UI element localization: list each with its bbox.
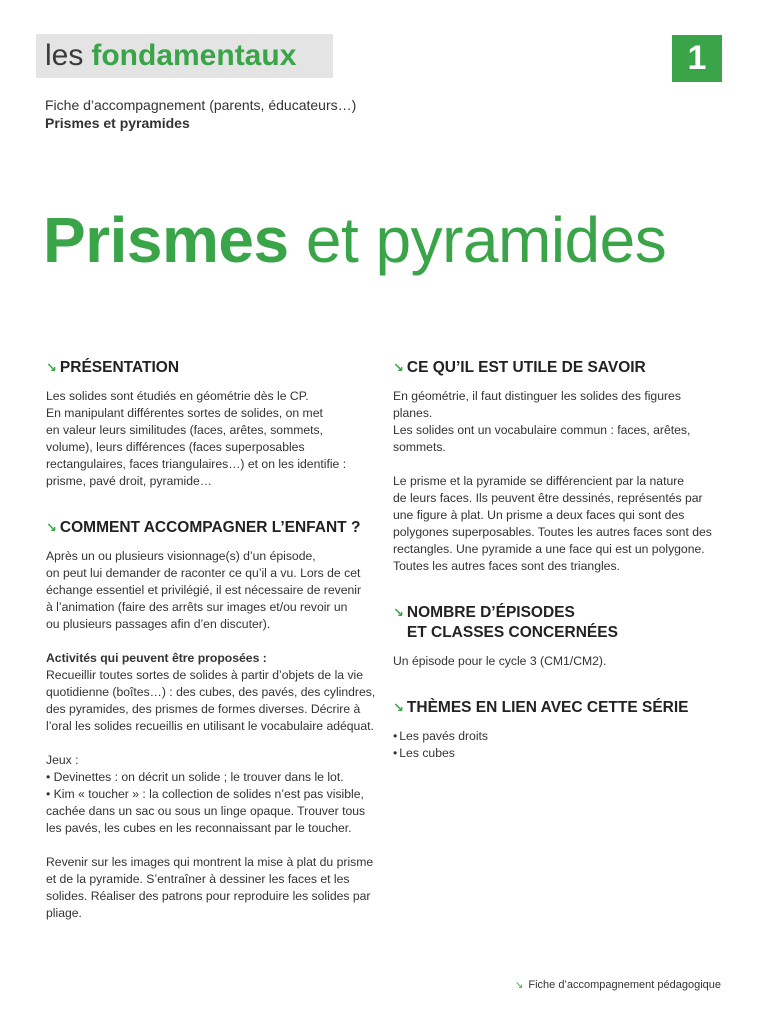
text-line: Le prisme et la pyramide se différencient par la nature — [393, 474, 685, 488]
title-bold-part: Prismes — [43, 204, 289, 276]
right-column — [393, 358, 723, 790]
text-line: Après un ou plusieurs visionnage(s) d’un épisode, — [46, 549, 316, 563]
arrow-down-right-icon: ↘ — [393, 700, 404, 715]
text-line: Revenir sur les images qui montrent la mise à plat du prisme — [46, 855, 374, 869]
text-line: les pavés, les cubes en les reconnaissant par le toucher. — [46, 821, 352, 835]
paragraph — [46, 854, 376, 922]
text-line: • Kim « toucher » : la collection de solides n’est pas visible, — [46, 787, 364, 801]
section-accompagner — [46, 518, 376, 922]
text-line: prisme, pavé droit, pyramide… — [46, 474, 212, 488]
paragraph — [393, 388, 723, 456]
text-line: polygones superposables. Toutes les autres faces sont des — [393, 525, 712, 539]
subheader-topic: Prismes et pyramides — [45, 115, 190, 131]
section-title-line: NOMBRE D’ÉPISODES — [406, 604, 575, 621]
text-line: une figure à plat. Un prisme a deux faces qui sont des — [393, 508, 685, 522]
list-item: • Les cubes — [393, 745, 723, 762]
brand-prefix: les — [45, 39, 84, 72]
section-title — [393, 603, 723, 643]
arrow-down-right-icon: ↘ — [46, 360, 57, 375]
section-episodes — [393, 603, 723, 670]
activities-label: Activités qui peuvent être proposées : — [46, 651, 267, 665]
section-title-text: THÈMES EN LIEN AVEC CETTE SÉRIE — [406, 699, 689, 716]
section-themes — [393, 698, 723, 762]
arrow-down-right-icon: ↘ — [46, 520, 57, 535]
section-title-text: PRÉSENTATION — [59, 359, 180, 376]
left-column — [46, 358, 376, 950]
text-line: rectangulaires, faces triangulaires…) et on les identifie : — [46, 457, 347, 471]
section-title-text: CE QU’IL EST UTILE DE SAVOIR — [406, 359, 646, 376]
text-line: Recueillir toutes sortes de solides à partir d’objets de la vie — [46, 668, 364, 682]
text-line: pliage. — [46, 906, 82, 920]
text-line: ou plusieurs passages afin d’en discuter). — [46, 617, 271, 631]
text-line: En manipulant différentes sortes de solides, on met — [46, 406, 323, 420]
text-line: sommets. — [393, 440, 446, 454]
section-title-text: COMMENT ACCOMPAGNER L’ENFANT ? — [59, 519, 361, 536]
paragraph-games — [46, 752, 376, 837]
arrow-down-right-icon: ↘ — [393, 605, 404, 620]
text-line: rectangles. Une pyramide a une face qui est un polygone. — [393, 542, 705, 556]
footer-text: Fiche d’accompagnement pédagogique — [528, 979, 721, 991]
paragraph: Un épisode pour le cycle 3 (CM1/CM2). — [393, 654, 607, 668]
text-line: Les solides ont un vocabulaire commun : faces, arêtes, — [393, 423, 691, 437]
text-line: on peut lui demander de raconter ce qu’il a vu. Lors de cet — [46, 566, 361, 580]
list-item: • Les pavés droits — [393, 728, 723, 745]
text-line: • Devinettes : on décrit un solide ; le trouver dans le lot. — [46, 770, 344, 784]
text-line: de leurs faces. Ils peuvent être dessinés, représentés par — [393, 491, 703, 505]
themes-list — [393, 728, 723, 762]
text-line: volume), leurs différences (faces superposables — [46, 440, 305, 454]
text-line: à l’animation (faire des arrêts sur images et/ou revoir un — [46, 600, 348, 614]
section-title — [46, 358, 376, 378]
text-line: Les solides sont étudiés en géométrie dès le CP. — [46, 389, 309, 403]
paragraph — [393, 473, 723, 575]
section-presentation — [46, 358, 376, 490]
arrow-down-right-icon: ↘ — [393, 360, 404, 375]
page-footer — [515, 976, 721, 996]
text-line: et de la pyramide. S’entraîner à dessiner les faces et les — [46, 872, 350, 886]
title-regular-part: et pyramides — [305, 204, 667, 276]
sheet-number-badge: 1 — [672, 35, 722, 82]
section-title — [46, 518, 376, 538]
subheader-audience: Fiche d’accompagnement (parents, éducateurs…) — [45, 97, 357, 113]
section-title — [393, 698, 723, 718]
paragraph — [46, 548, 376, 633]
text-line: solides. Réaliser des patrons pour reproduire les solides par — [46, 889, 371, 903]
text-line: cachée dans un sac ou sous un linge opaque. Trouver tous — [46, 804, 366, 818]
page-title — [43, 200, 666, 280]
brand-name: fondamentaux — [91, 39, 297, 72]
section-title — [393, 358, 723, 378]
text-line: Toutes les autres faces sont des triangles. — [393, 559, 620, 573]
section-title-line: ET CLASSES CONCERNÉES — [406, 624, 618, 641]
text-line: En géométrie, il faut distinguer les solides des figures planes. — [393, 389, 681, 420]
text-line: l’oral les solides recueillis en utilisant le vocabulaire adéquat. — [46, 719, 374, 733]
section-title-text — [407, 603, 618, 643]
text-line: échange essentiel et privilégié, il est nécessaire de revenir — [46, 583, 362, 597]
text-line: quotidienne (boîtes…) : des cubes, des pavés, des cylindres, — [46, 685, 376, 699]
paragraph-activities — [46, 650, 376, 735]
text-line: en valeur leurs similitudes (faces, arêtes, sommets, — [46, 423, 324, 437]
document-subheader — [45, 96, 356, 132]
series-brand-banner — [36, 34, 333, 78]
section-savoir — [393, 358, 723, 575]
paragraph — [46, 388, 376, 490]
text-line: des pyramides, des prismes de formes diverses. Décrire à — [46, 702, 361, 716]
text-line: Jeux : — [46, 753, 79, 767]
arrow-down-right-icon: ↘ — [514, 980, 524, 991]
